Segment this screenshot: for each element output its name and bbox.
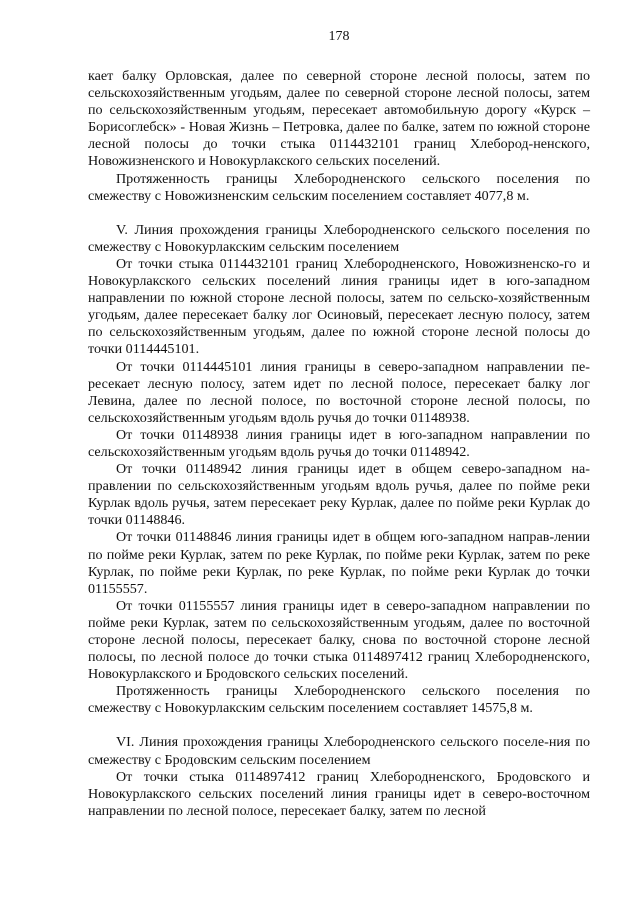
paragraph-point-0114445101: От точки 0114445101 линия границы в северо-западном направлении пе-ресекает лесную полосу, затем идет по лесной полосе, пересекает балку лог Левина, далее по лесной полосе, по восточной стороне лесной полосы, по сельскохозяйственным угодьям вдоль ручья до точки 01148938.	[88, 358, 590, 426]
section-heading-v: V. Линия прохождения границы Хлебородненского сельского поселения по смежеству с Новокурлакским сельским поселением	[88, 221, 590, 255]
section-gap	[88, 205, 590, 222]
section-gap	[88, 717, 590, 734]
paragraph-point-01148846: От точки 01148846 линия границы идет в общем юго-западном направ-лении по пойме реки Курлак, затем по реке Курлак, по пойме реки Курлак, затем по реке Курлак, по пойме реки Курлак, по реке Курлак, по пойме реки Курлак до точки 01155557.	[88, 529, 590, 597]
paragraph-point-0114432101: От точки стыка 0114432101 границ Хлебородненского, Новожизненско-го и Новокурлакского сельских поселений линия границы идет в юго-западном направлении по южной стороне лесной полосы, затем по сельско-хозяйственным угодьям, далее пересекает балку лог Осиновый, пересекает лесную полосу, затем по сельскохозяйственным угодьям, далее по южной стороне лесной полосы до точки 0114445101.	[88, 255, 590, 358]
paragraph-point-01148938: От точки 01148938 линия границы идет в юго-западном направлении по сельскохозяйственным угодьям вдоль ручья до точки 01148942.	[88, 426, 590, 460]
paragraph-continuation: кает балку Орловская, далее по северной стороне лесной полосы, затем по сельскохозяйственным угодьям, далее по северной стороне лесной полосы, затем по сельскохозяйственным угодьям, пересекает автомобильную дорогу «Курск – Борисоглебск» - Новая Жизнь – Петровка, далее по балке, затем по южной стороне лесной полосы до точки стыка 0114432101 границ Хлебород-ненского, Новожизненского и Новокурлакского сельских поселений.	[88, 68, 590, 170]
paragraph-point-01148942: От точки 01148942 линия границы идет в общем северо-западном на-правлении по сельскохозяйственным угодьям вдоль ручья, далее по пойме реки Курлак вдоль ручья, затем пересекает реку Курлак, далее по пойме реки Курлак до точки 01148846.	[88, 461, 590, 529]
paragraph-length-novozhiznensky: Протяженность границы Хлебородненского сельского поселения по смежеству с Новожизненским сельским поселением составляет 4077,8 м.	[88, 170, 590, 204]
section-heading-vi: VI. Линия прохождения границы Хлебородненского сельского поселе-ния по смежеству с Бродовским сельским поселением	[88, 734, 590, 768]
paragraph-point-0114897412: От точки стыка 0114897412 границ Хлебородненского, Бродовского и Новокурлакского сельских поселений линия границы идет в северо-восточном направлении по лесной полосе, пересекает балку, затем по лесной	[88, 768, 590, 819]
page-number: 178	[328, 29, 350, 44]
paragraph-point-01155557: От точки 01155557 линия границы идет в северо-западном направлении по пойме реки Курлак, затем по сельскохозяйственным угодьям, далее по восточной стороне лесной полосы, пересекает балку, снова по восточной стороне лесной полосы, по лесной полосе до точки стыка 0114897412 границ Хлебородненского, Новокурлакского и Бродовского сельских поселений.	[88, 597, 590, 683]
document-page	[88, 28, 590, 820]
paragraph-length-novokurlaksky: Протяженность границы Хлебородненского сельского поселения по смежеству с Новокурлакским сельским поселением составляет 14575,8 м.	[88, 683, 590, 717]
